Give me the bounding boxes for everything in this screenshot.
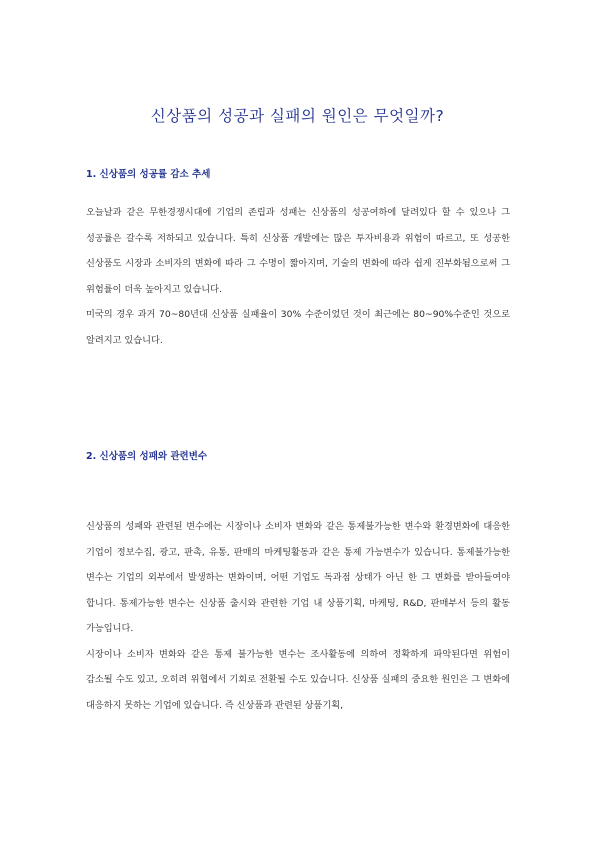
section-2-paragraph: 신상품의 성패와 관련된 변수에는 시장이나 소비자 변화와 같은 통제불가능한 변수와 환경변화에 대응한 기업이 정보수집, 광고, 판촉, 유통, 판매의 마케팅활동과 같은 통제 가능변수가 있습니다. 통제불가능한 변수는 기업의 외부에서 발생하는 변화이며, 어떤 기업도 독과점 상태가 아닌 한 그 변화를 받아들여야 합니다. 통제가능한 변수는 신상품 출시와 관련한 기업 내 상품기획, 마케팅, R&D, 판매부서 등의 활동 가능입니다. (86, 521, 510, 634)
section-1-body (86, 200, 510, 353)
document-title: 신상품의 성공과 실패의 원인은 무엇일까? (150, 107, 445, 125)
section-2-heading: 2. 신상품의 성패와 관련변수 (86, 451, 208, 462)
section-2-body (86, 514, 510, 718)
section-1-paragraph: 오늘날과 같은 무한경쟁시대에 기업의 존립과 성패는 신상품의 성공여하에 달려있다 할 수 있으나 그 성공률은 갈수록 저하되고 있습니다. 특히 신상품 개발에는 많은 투자비용과 위험이 따르고, 또 성공한 신상품도 시장과 소비자의 변화에 따라 그 수명이 짧아지며, 기술의 변화에 따라 쉽게 진부화됨으로써 그 위험률이 더욱 높아지고 있습니다. (86, 207, 510, 295)
section-1-heading: 1. 신상품의 성공률 감소 추세 (86, 169, 211, 180)
section-2-paragraph: 시장이나 소비자 변화와 같은 통제 불가능한 변수는 조사활동에 의하여 정확하게 파악된다면 위험이 감소될 수도 있고, 오히려 위협에서 기회로 전환될 수도 있습니다. 신상품 실패의 중요한 원인은 그 변화에 대응하지 못하는 기업에 있습니다. 즉 신상품과 관련된 상품기획, (86, 648, 510, 711)
section-1-paragraph: 미국의 경우 과거 70~80년대 신상품 실패율이 30% 수준이었던 것이 최근에는 80~90%수준인 것으로 알려지고 있습니다. (86, 309, 510, 346)
